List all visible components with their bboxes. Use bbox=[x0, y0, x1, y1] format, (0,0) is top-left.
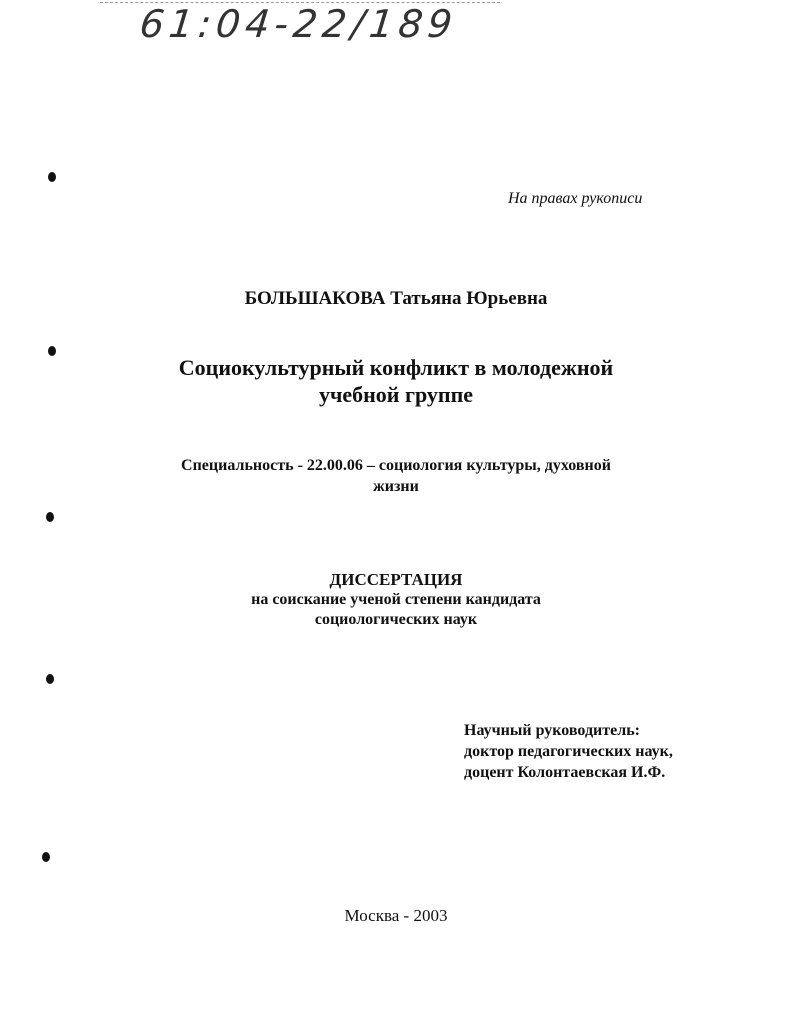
degree-line: социологических наук bbox=[314, 611, 478, 628]
work-type: ДИССЕРТАЦИЯ bbox=[329, 570, 463, 589]
binding-hole-mark bbox=[42, 852, 50, 862]
city-year: Москва - 2003 bbox=[344, 906, 448, 925]
binding-hole-mark bbox=[46, 674, 54, 684]
degree-block bbox=[0, 570, 792, 630]
supervisor-line: доцент Колонтаевская И.Ф. bbox=[464, 764, 666, 781]
supervisor-line: доктор педагогических наук, bbox=[464, 743, 673, 760]
rights-note: На правах рукописи bbox=[508, 190, 643, 207]
dissertation-title bbox=[0, 354, 792, 408]
degree-line: на соискание ученой степени кандидата bbox=[251, 591, 541, 608]
specialty-line: жизни bbox=[373, 478, 419, 495]
archive-number: 61:04-22/189 bbox=[137, 2, 460, 46]
author-name: БОЛЬШАКОВА Татьяна Юрьевна bbox=[244, 288, 548, 309]
specialty bbox=[0, 455, 792, 497]
supervisor-line: Научный руководитель: bbox=[464, 722, 640, 739]
binding-hole-mark bbox=[46, 512, 54, 522]
binding-hole-mark bbox=[48, 172, 56, 182]
title-line: Социокультурный конфликт в молодежной bbox=[178, 355, 614, 380]
specialty-line: Специальность - 22.00.06 – социология культуры, духовной bbox=[181, 457, 611, 474]
title-line: учебной группе bbox=[318, 382, 474, 407]
supervisor-block bbox=[464, 720, 673, 783]
